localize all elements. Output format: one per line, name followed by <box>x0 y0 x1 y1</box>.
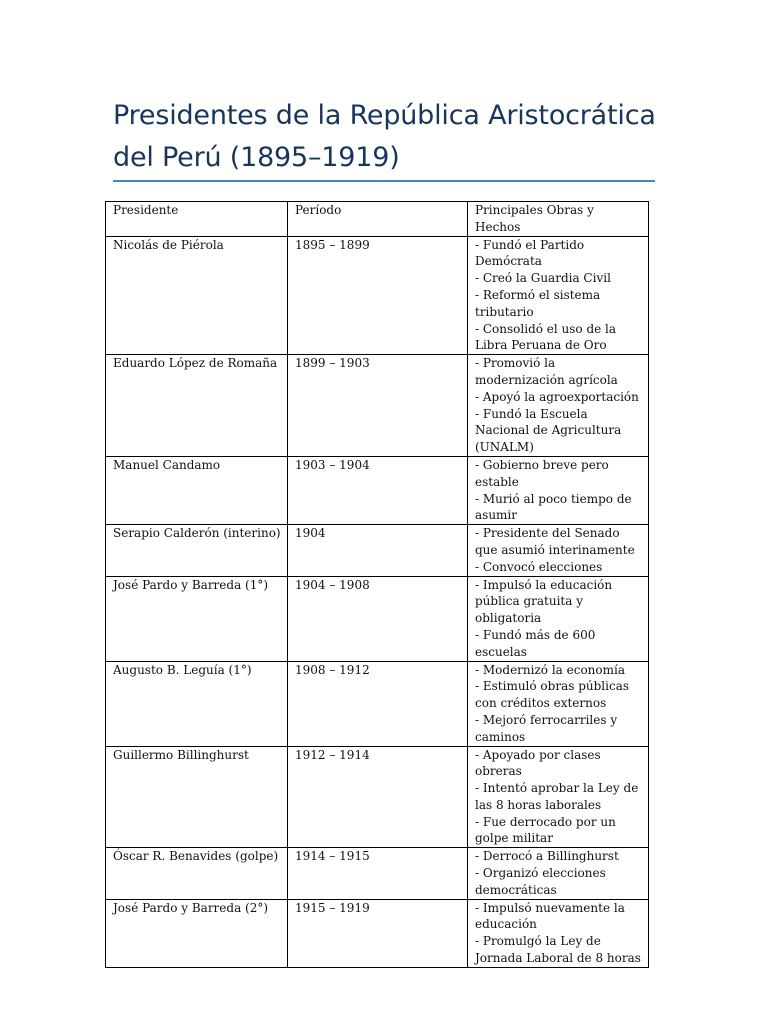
cell-presidente: Manuel Candamo <box>106 456 288 524</box>
obra-item: - Fundó la Escuela Nacional de Agricultura (UNALM) <box>475 406 622 455</box>
obra-item: - Reformó el sistema tributario <box>475 287 601 319</box>
cell-obras <box>468 661 649 746</box>
table-row <box>106 576 649 661</box>
cell-periodo: 1908 – 1912 <box>288 661 468 746</box>
header-obras: Principales Obras y Hechos <box>468 202 649 237</box>
obra-item: - Modernizó la economía <box>475 662 626 677</box>
obra-item: - Fundó más de 600 escuelas <box>475 627 596 659</box>
obra-item: - Impulsó nuevamente la educación <box>475 900 625 932</box>
table-row <box>106 355 649 457</box>
obra-item: - Fue derrocado por un golpe militar <box>475 814 616 846</box>
obra-item: - Convocó elecciones <box>475 559 603 574</box>
obra-item: - Apoyado por clases obreras <box>475 747 601 779</box>
cell-periodo: 1899 – 1903 <box>288 355 468 457</box>
cell-obras <box>468 355 649 457</box>
cell-obras <box>468 236 649 355</box>
obra-item: - Creó la Guardia Civil <box>475 271 611 286</box>
cell-presidente: José Pardo y Barreda (2°) <box>106 899 288 967</box>
cell-periodo: 1895 – 1899 <box>288 236 468 355</box>
table-body <box>106 236 649 967</box>
table-row <box>106 525 649 576</box>
table-row <box>106 236 649 355</box>
obra-item: - Mejoró ferrocarriles y caminos <box>475 712 618 744</box>
table-row <box>106 848 649 899</box>
cell-periodo: 1904 <box>288 525 468 576</box>
cell-presidente: Eduardo López de Romaña <box>106 355 288 457</box>
obra-item: - Presidente del Senado que asumió interinamente <box>475 526 635 557</box>
header-periodo: Período <box>288 202 468 237</box>
cell-obras <box>468 525 649 576</box>
obra-item: - Fundó el Partido Demócrata <box>475 237 585 269</box>
cell-presidente: Óscar R. Benavides (golpe) <box>106 848 288 899</box>
obra-item: - Organizó elecciones democráticas <box>475 866 606 897</box>
title-underline <box>113 180 655 182</box>
obra-item: - Consolidó el uso de la Libra Peruana de Oro <box>475 321 617 353</box>
obra-item: - Estimuló obras públicas con créditos externos <box>475 679 630 711</box>
presidents-table <box>105 201 649 968</box>
obra-item: - Promulgó la Ley de Jornada Laboral de 8 horas <box>475 934 641 966</box>
table-row <box>106 456 649 524</box>
obra-item: - Intentó aprobar la Ley de las 8 horas laborales <box>475 781 639 812</box>
cell-obras <box>468 456 649 524</box>
cell-obras <box>468 848 649 899</box>
table-row <box>106 746 649 848</box>
table-row <box>106 899 649 967</box>
cell-presidente: Augusto B. Leguía (1°) <box>106 661 288 746</box>
cell-periodo: 1912 – 1914 <box>288 746 468 848</box>
page-title: Presidentes de la República Aristocrática del Perú (1895–1919) <box>113 100 656 173</box>
obra-item: - Murió al poco tiempo de asumir <box>475 491 632 523</box>
table-row <box>106 661 649 746</box>
obra-item: - Apoyó la agroexportación <box>475 389 639 404</box>
cell-presidente: José Pardo y Barreda (1°) <box>106 576 288 661</box>
cell-periodo: 1915 – 1919 <box>288 899 468 967</box>
cell-presidente: Nicolás de Piérola <box>106 236 288 355</box>
header-presidente: Presidente <box>106 202 288 237</box>
cell-obras <box>468 576 649 661</box>
cell-obras <box>468 899 649 967</box>
cell-obras <box>468 746 649 848</box>
cell-periodo: 1904 – 1908 <box>288 576 468 661</box>
obra-item: - Gobierno breve pero estable <box>475 457 609 489</box>
cell-periodo: 1903 – 1904 <box>288 456 468 524</box>
cell-presidente: Serapio Calderón (interino) <box>106 525 288 576</box>
table-header-row <box>106 202 649 237</box>
obra-item: - Derrocó a Billinghurst <box>475 849 619 864</box>
cell-presidente: Guillermo Billinghurst <box>106 746 288 848</box>
obra-item: - Promovió la modernización agrícola <box>475 356 618 387</box>
obra-item: - Impulsó la educación pública gratuita y obligatoria <box>475 577 613 626</box>
cell-periodo: 1914 – 1915 <box>288 848 468 899</box>
